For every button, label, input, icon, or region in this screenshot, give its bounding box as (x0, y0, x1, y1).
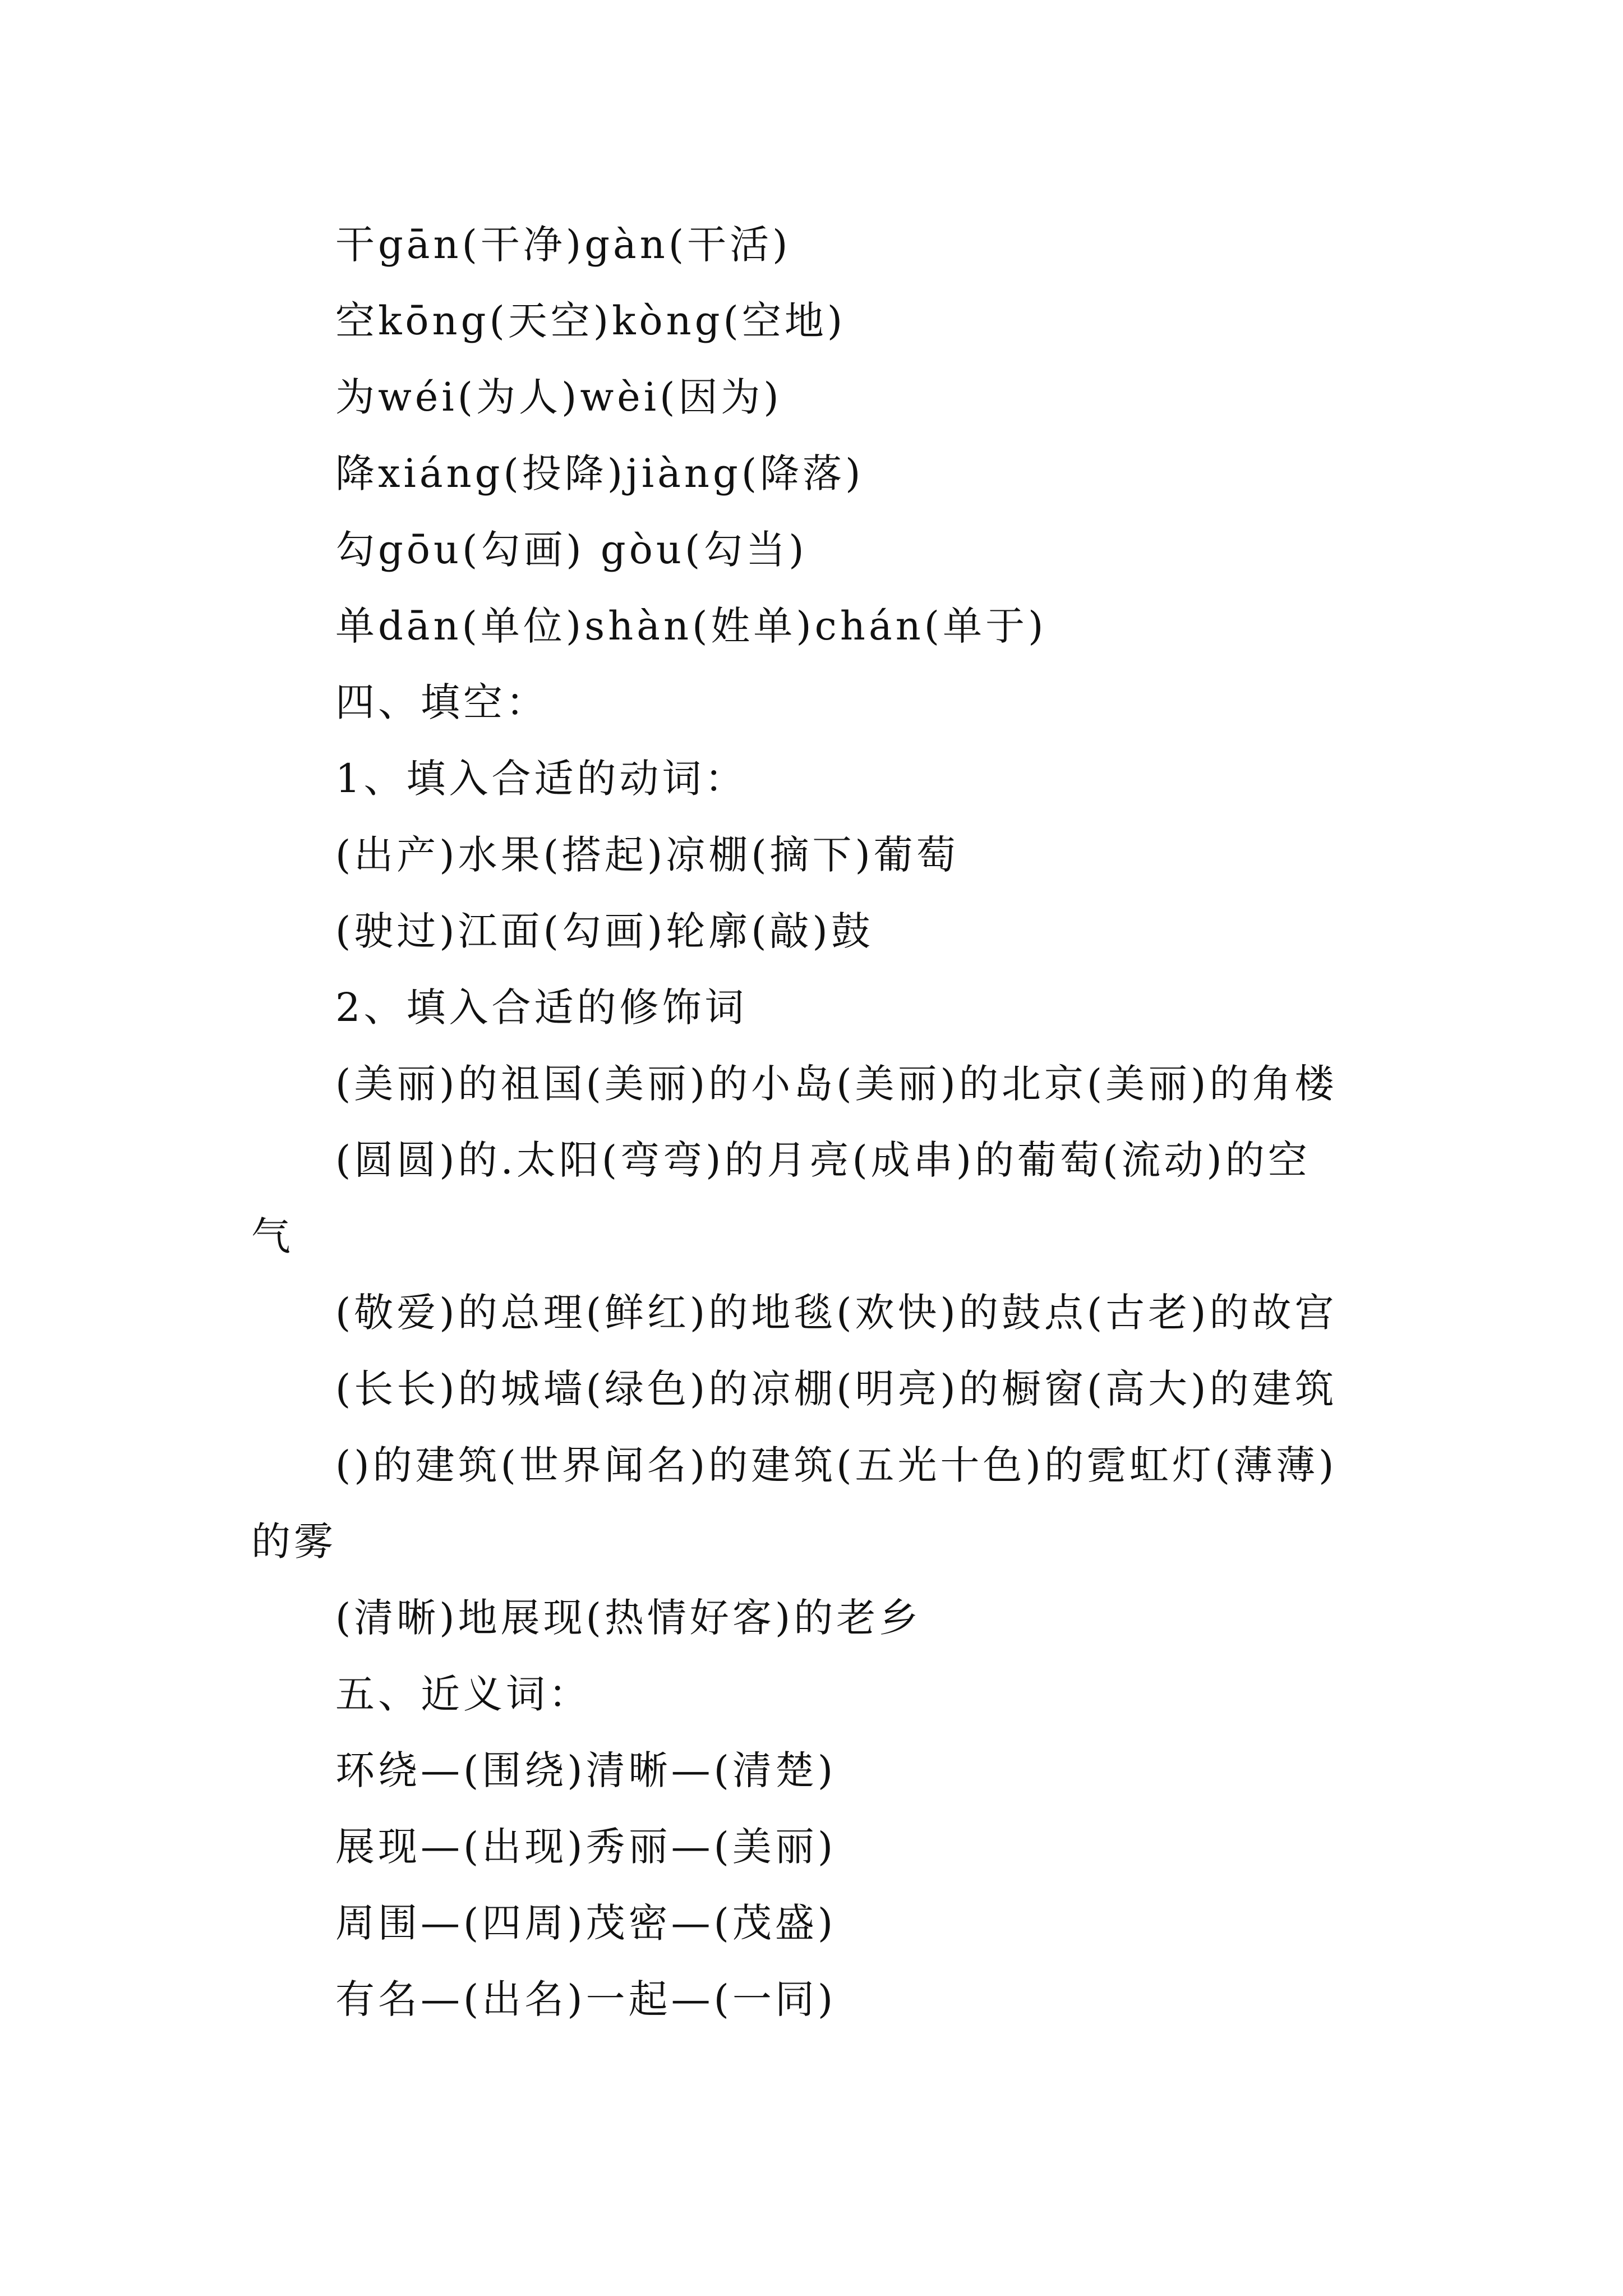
verb-line-1: (出产)水果(搭起)凉棚(摘下)葡萄 (335, 832, 959, 878)
verb-line-2: (驶过)江面(勾画)轮廓(敲)鼓 (335, 908, 874, 954)
modifier-line-6: (清晰)地展现(热情好客)的老乡 (335, 1595, 922, 1641)
section-heading-synonyms: 五、近义词： (335, 1671, 591, 1717)
polyphone-line-gou: 勾gōu(勾画) gòu(勾当) (335, 527, 808, 573)
polyphone-line-jiang: 降xiáng(投降)jiàng(降落) (335, 450, 864, 496)
synonym-line-1: 环绕—(围绕)清晰—(清楚) (335, 1747, 837, 1793)
synonym-line-2: 展现—(出现)秀丽—(美丽) (335, 1824, 837, 1870)
synonym-line-3: 周围—(四周)茂密—(茂盛) (335, 1900, 837, 1946)
subsection-heading-modifiers: 2、填入合适的修饰词 (335, 984, 748, 1030)
section-heading-fill-in: 四、填空： (335, 679, 548, 725)
polyphone-line-gan: 干gān(干净)gàn(干活) (335, 222, 791, 268)
polyphone-line-wei: 为wéi(为人)wèi(因为) (335, 374, 782, 420)
modifier-line-2-continuation: 气 (251, 1213, 294, 1259)
polyphone-line-dan: 单dān(单位)shàn(姓单)chán(单于) (335, 603, 1047, 649)
synonym-line-4: 有名—(出名)一起—(一同) (335, 1976, 837, 2022)
modifier-line-1: (美丽)的祖国(美丽)的小岛(美丽)的北京(美丽)的角楼 (335, 1061, 1338, 1107)
subsection-heading-verbs: 1、填入合适的动词： (335, 756, 748, 802)
modifier-line-4: (长长)的城墙(绿色)的凉棚(明亮)的橱窗(高大)的建筑 (335, 1366, 1338, 1412)
modifier-line-2: (圆圆)的.太阳(弯弯)的月亮(成串)的葡萄(流动)的空 (335, 1137, 1311, 1183)
document-body (251, 206, 1395, 2037)
polyphone-line-kong: 空kōng(天空)kòng(空地) (335, 298, 846, 344)
modifier-line-5-continuation: 的雾 (251, 1519, 336, 1565)
modifier-line-5: ()的建筑(世界闻名)的建筑(五光十色)的霓虹灯(薄薄) (335, 1442, 1338, 1488)
modifier-line-3: (敬爱)的总理(鲜红)的地毯(欢快)的鼓点(古老)的故宫 (335, 1290, 1338, 1336)
